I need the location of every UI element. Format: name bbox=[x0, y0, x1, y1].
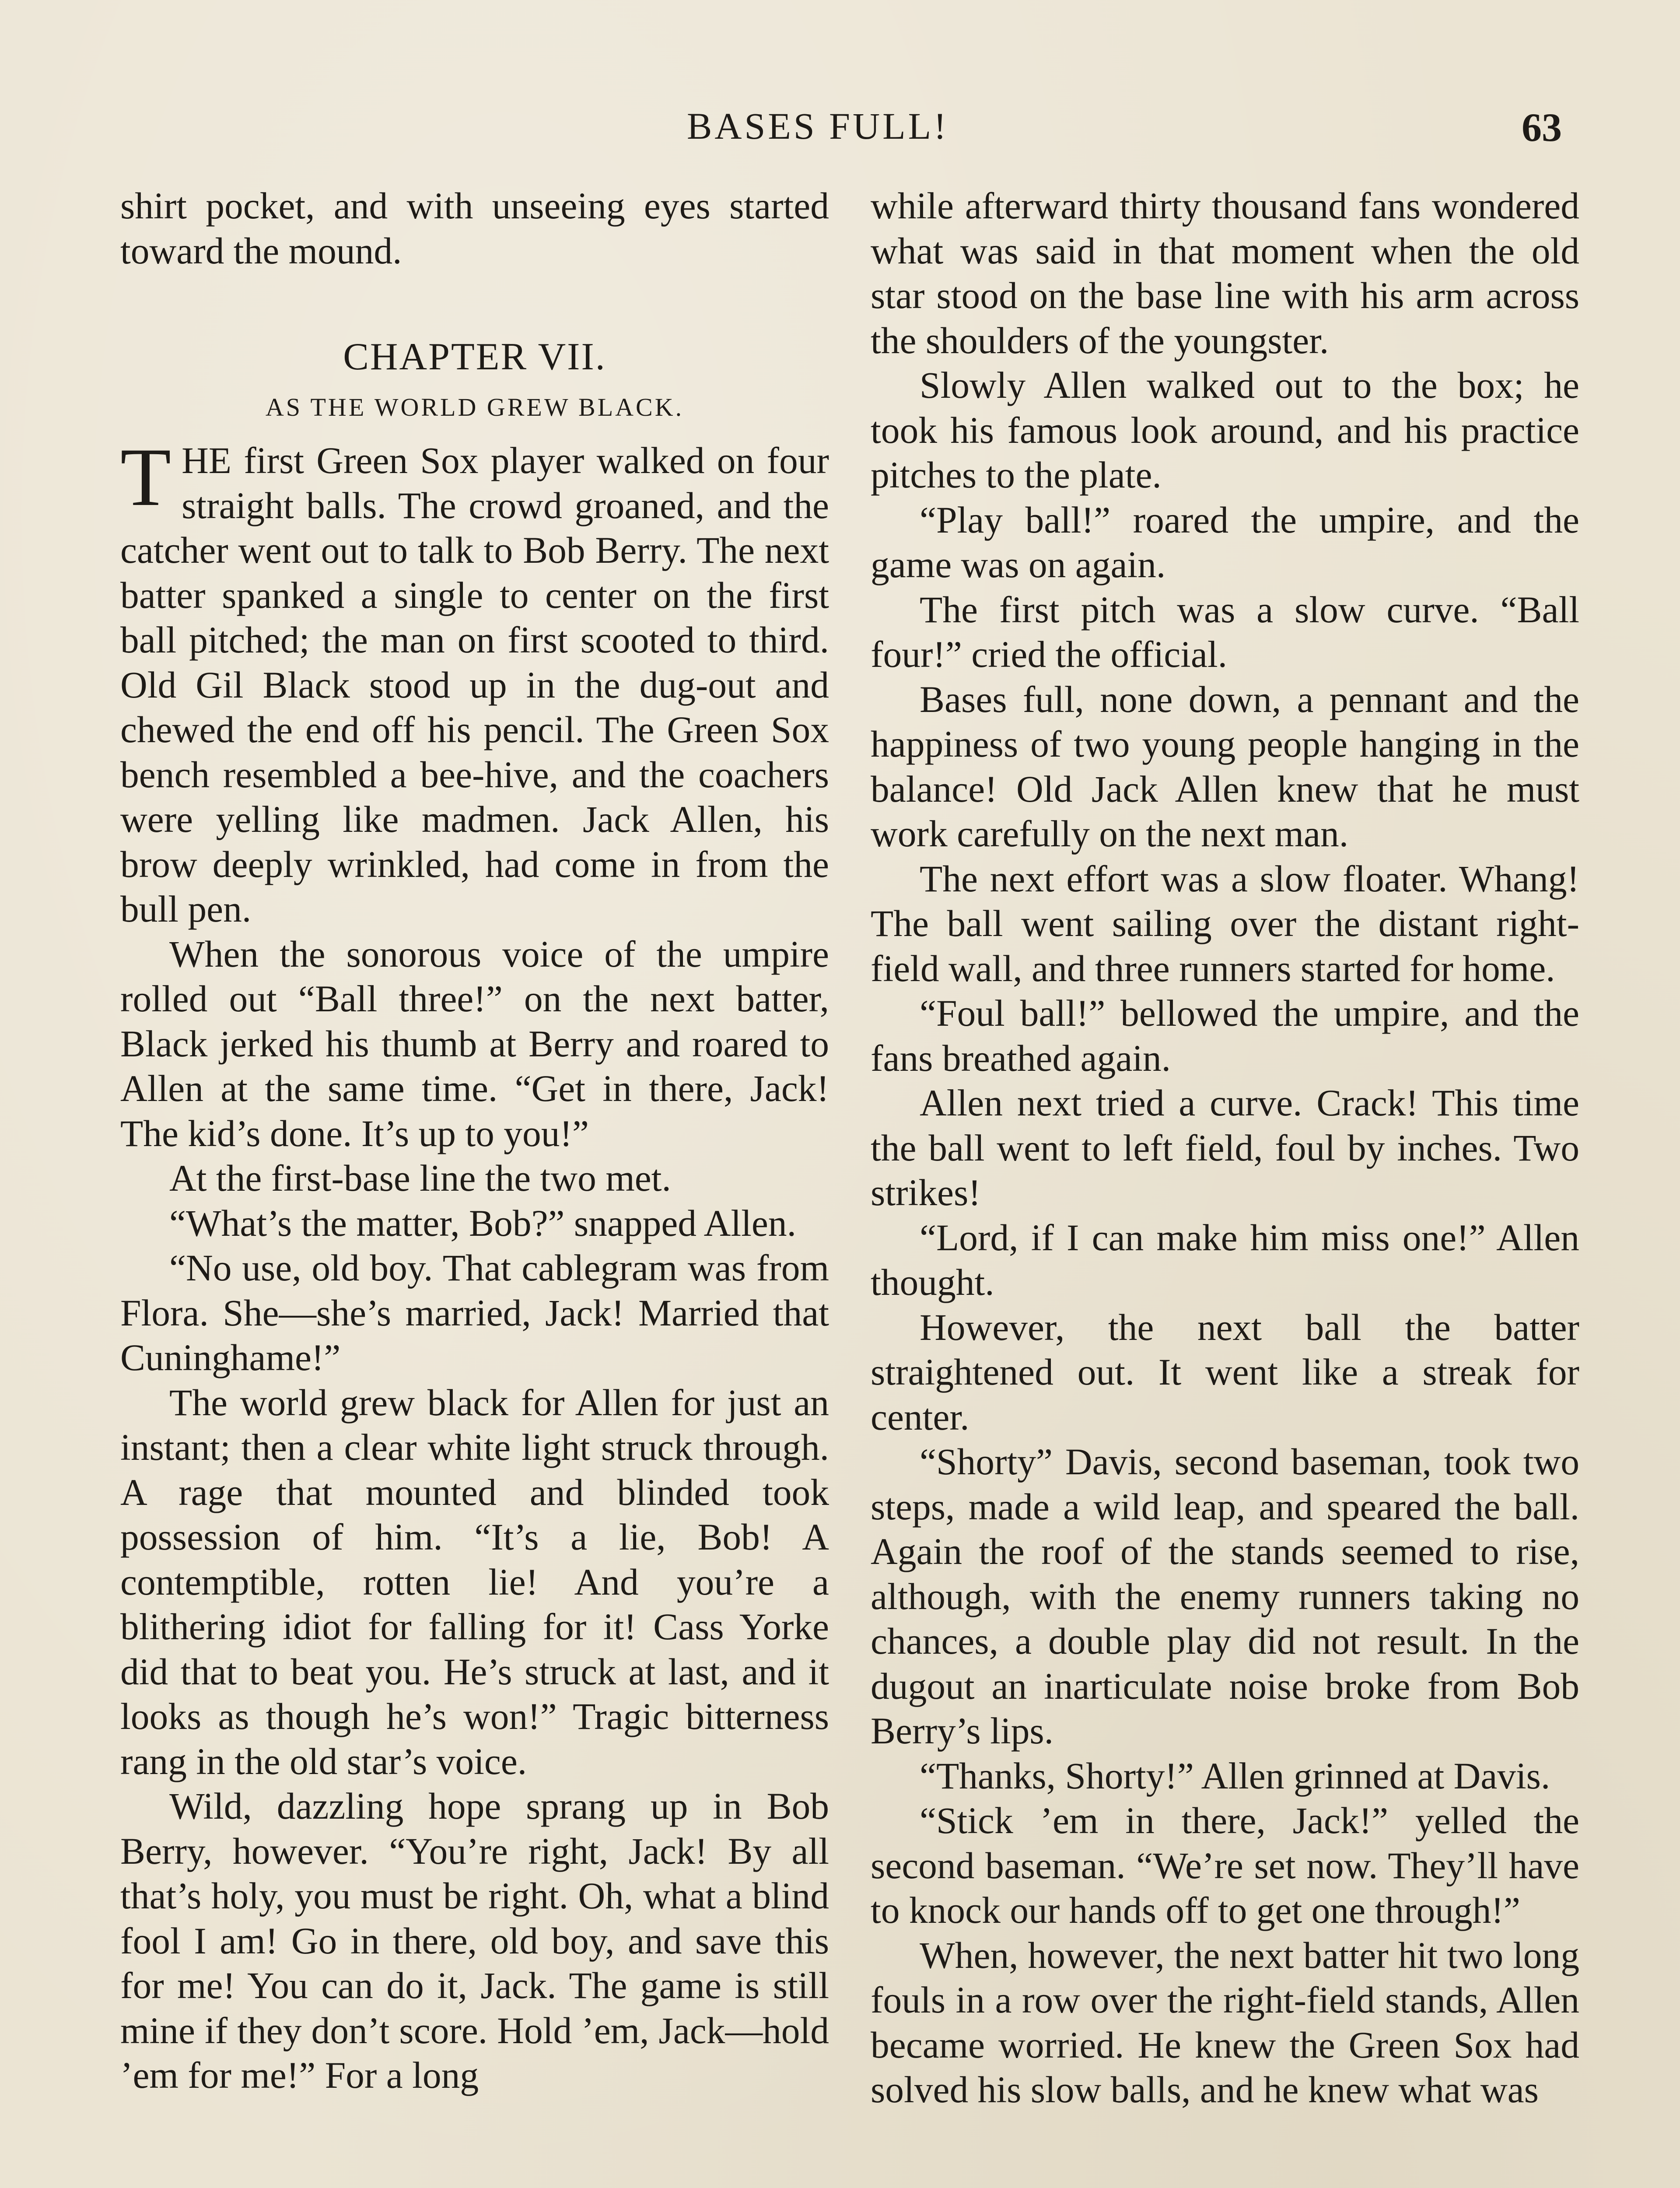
paragraph: When, however, the next batter hit two long fouls in a row over the right-field stands, Allen became worried. He knew the Green Sox had solved his slow balls, and he knew what was bbox=[871, 1935, 1579, 2111]
running-head: BASES FULL! bbox=[687, 105, 949, 147]
paragraph: Wild, dazzling hope sprang up in Bob Berry, however. “You’re right, Jack! By all that’s holy, you must be right. Oh, what a blind fool I am! Go in there, old boy, and save this for me! You can do it, Jack. The game is still mine if they don’t score. Hold ’em, Jack—hold ’em for me!” For a long bbox=[120, 1786, 829, 2096]
paragraph: The first pitch was a slow curve. “Ball four!” cried the official. bbox=[871, 589, 1579, 675]
chapter-title: CHAPTER VII. bbox=[343, 336, 606, 378]
paragraph: “What’s the matter, Bob?” snapped Allen. bbox=[169, 1203, 797, 1244]
right-column bbox=[871, 184, 1579, 2113]
chapter-subtitle: AS THE WORLD GREW BLACK. bbox=[265, 393, 684, 421]
paragraph: Allen next tried a curve. Crack! This time the ball went to left field, foul by inches. Two strikes! bbox=[871, 1083, 1579, 1213]
opening-paragraph bbox=[120, 431, 829, 932]
paragraph: However, the next ball the batter straightened out. It went like a streak for center. bbox=[871, 1307, 1579, 1438]
paragraph: The next effort was a slow floater. Whang! The ball went sailing over the distant right-field wall, and three runners started for home. bbox=[871, 858, 1579, 989]
left-column bbox=[120, 184, 829, 2098]
paragraph: “Play ball!” roared the umpire, and the game was on again. bbox=[871, 499, 1579, 586]
paragraph: The world grew black for Allen for just an instant; then a clear white light struck through. A rage that mounted and blinded took possession of him. “It’s a lie, Bob! A contemptible, rotten lie! And you’re a blithering idiot for falling for it! Cass Yorke did that to beat you. He’s struck at last, and it looks as though he’s won!” Tragic bitterness rang in the old star’s voice. bbox=[120, 1382, 829, 1782]
paragraph: Bases full, none down, a pennant and the happiness of two young people hanging in the balance! Old Jack Allen knew that he must work carefully on the next man. bbox=[871, 679, 1579, 855]
page-number: 63 bbox=[1522, 105, 1562, 150]
drop-cap: T bbox=[120, 431, 172, 523]
paragraph: “No use, old boy. That cablegram was from Flora. She—she’s married, Jack! Married that Cuninghame!” bbox=[120, 1248, 829, 1378]
paragraph: Slowly Allen walked out to the box; he took his famous look around, and his practice pitches to the plate. bbox=[871, 365, 1579, 496]
paragraph: “Stick ’em in there, Jack!” yelled the second baseman. “We’re set now. They’ll have to knock our hands off to get one through!” bbox=[871, 1800, 1579, 1931]
paragraph: At the first-base line the two met. bbox=[169, 1158, 671, 1199]
paragraph: When the sonorous voice of the umpire rolled out “Ball three!” on the next batter, Black jerked his thumb at Berry and roared to Allen at the same time. “Get in there, Jack! The kid’s done. It’s up to you!” bbox=[120, 933, 829, 1154]
paragraph: “Lord, if I can make him miss one!” Allen thought. bbox=[871, 1217, 1579, 1303]
paragraph: “Foul ball!” bellowed the umpire, and the fans breathed again. bbox=[871, 993, 1579, 1079]
paragraph: shirt pocket, and with unseeing eyes started toward the mound. bbox=[120, 186, 829, 272]
opening-paragraph-text: HE first Green Sox player walked on four straight balls. The crowd groaned, and the catcher went out to talk to Bob Berry. The next batter spanked a single to center on the first ball pitched; the man on first scooted to third. Old Gil Black stood up in the dug-out and chewed the end off his pencil. The Green Sox bench resembled a bee-hive, and the coachers were yelling like madmen. Jack Allen, his brow deeply wrinkled, had come in from the bull pen. bbox=[120, 440, 829, 930]
paragraph: while afterward thirty thousand fans wondered what was said in that moment when the old star stood on the base line with his arm across the shoulders of the youngster. bbox=[871, 186, 1579, 361]
paragraph: “Thanks, Shorty!” Allen grinned at Davis. bbox=[920, 1755, 1550, 1797]
paragraph: “Shorty” Davis, second baseman, took two steps, made a wild leap, and speared the ball. Again the roof of the stands seemed to rise, although, with the enemy runners taking no chances, a double play did not result. In the dugout an inarticulate noise broke from Bob Berry’s lips. bbox=[871, 1441, 1579, 1752]
